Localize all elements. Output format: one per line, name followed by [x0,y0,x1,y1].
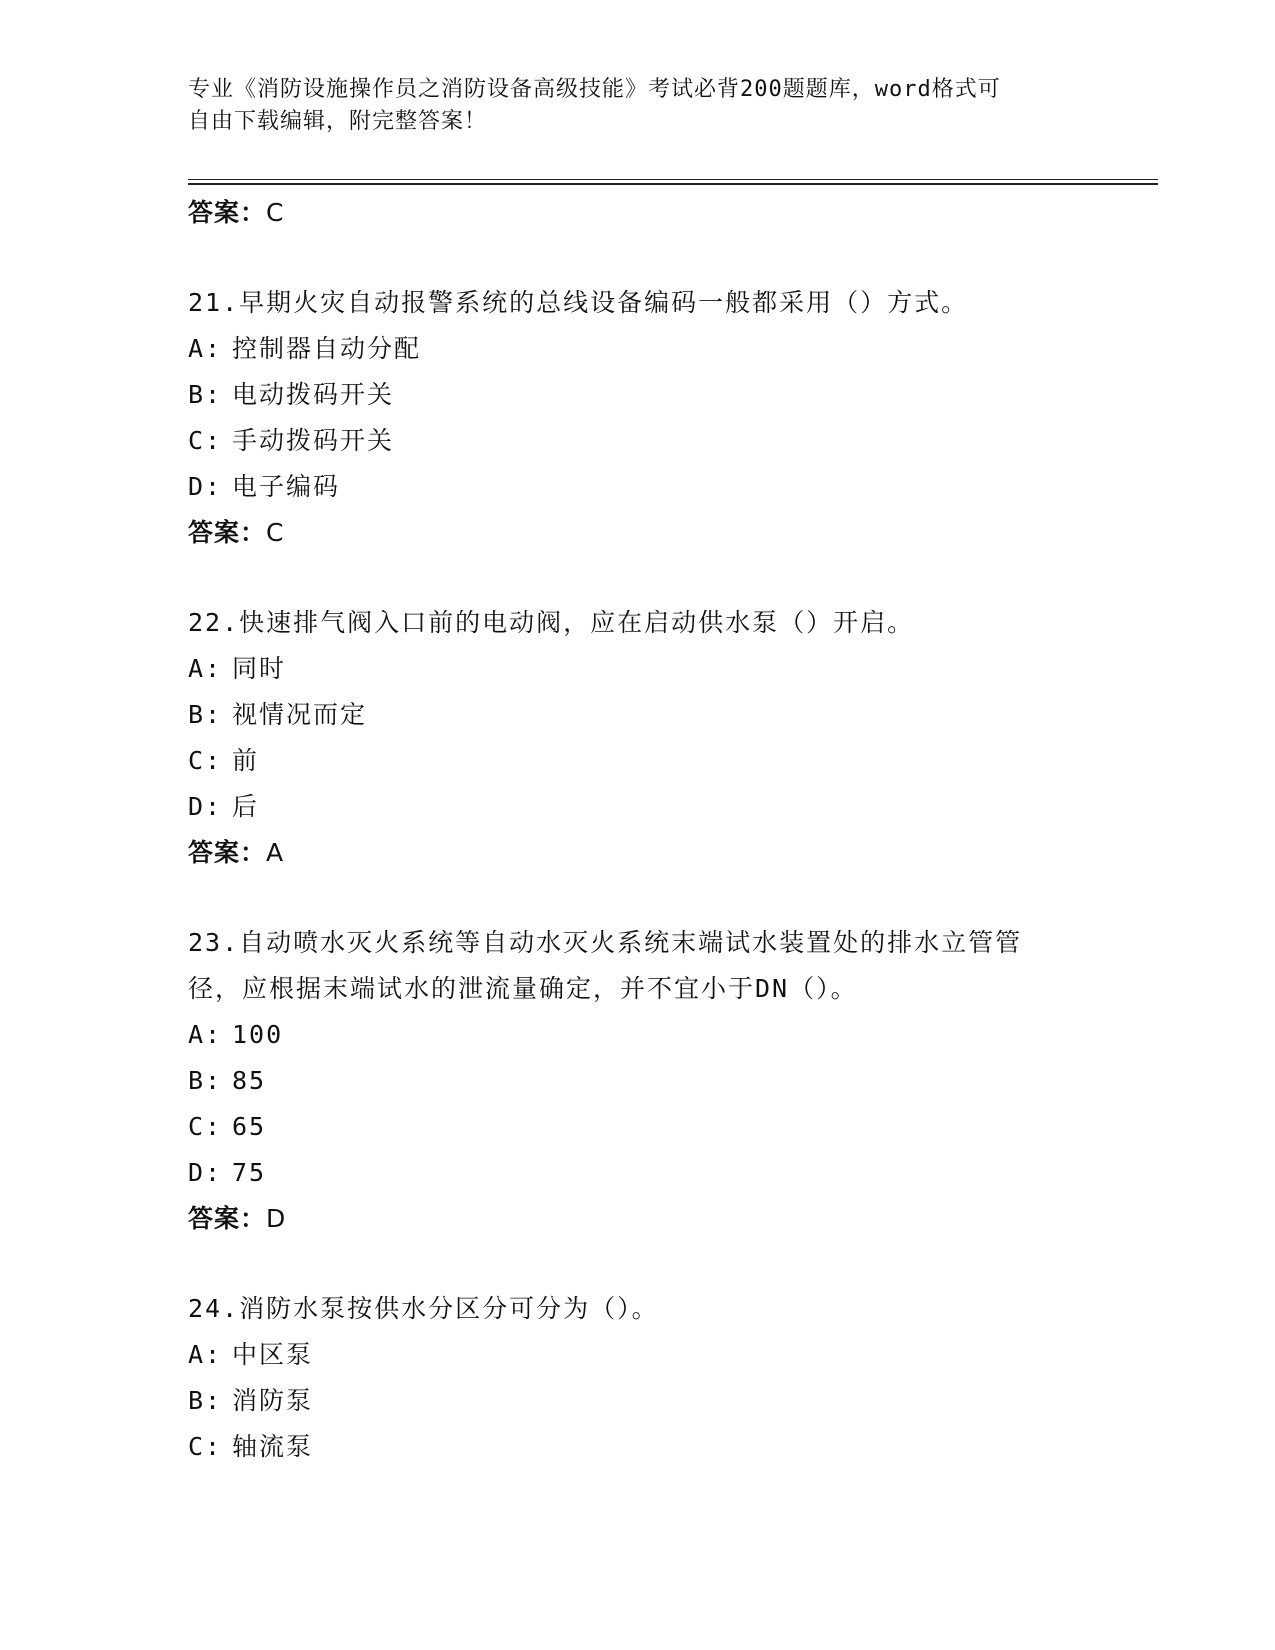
option-d [188,1150,1148,1196]
option-letter: A: [188,1340,223,1369]
answer-line [188,190,1148,236]
option-letter: C: [188,1432,223,1461]
option-b [188,372,1148,418]
option-letter: B: [188,1066,223,1095]
header-line-2: 自由下载编辑，附完整答案！ [188,109,488,134]
answer-line [188,830,1148,876]
answer-value: A [266,838,285,867]
option-text: 75 [232,1158,267,1187]
option-b [188,1058,1148,1104]
option-letter: D: [188,792,223,821]
option-c [188,1424,1148,1470]
option-letter: A: [188,334,223,363]
question-list [188,190,1148,1470]
option-letter: D: [188,1158,223,1187]
option-letter: B: [188,700,223,729]
option-a [188,326,1148,372]
option-letter: C: [188,746,223,775]
option-a [188,1012,1148,1058]
option-text: 消防泵 [232,1386,314,1415]
option-a [188,1332,1148,1378]
option-text: 同时 [232,654,287,683]
option-text: 电子编码 [232,472,341,501]
question-21 [188,280,1148,556]
answer-label: 答案： [188,1204,267,1233]
option-b [188,692,1148,738]
option-letter: B: [188,1386,223,1415]
option-letter: B: [188,380,223,409]
option-d [188,784,1148,830]
answer-label: 答案： [188,198,267,227]
option-c [188,738,1148,784]
option-text: 85 [232,1066,267,1095]
option-a [188,646,1148,692]
answer-value: C [266,198,285,227]
option-letter: D: [188,472,223,501]
option-text: 轴流泵 [232,1432,314,1461]
option-text: 中区泵 [232,1340,314,1369]
option-c [188,1104,1148,1150]
option-c [188,418,1148,464]
question-stem-line-2: 径，应根据末端试水的泄流量确定，并不宜小于DN（）。 [188,974,858,1003]
question-22 [188,600,1148,876]
option-text: 视情况而定 [232,700,368,729]
option-text: 65 [232,1112,267,1141]
option-letter: A: [188,654,223,683]
option-text: 手动拨码开关 [232,426,395,455]
question-stem: 22.快速排气阀入口前的电动阀，应在启动供水泵（）开启。 [188,608,915,637]
option-b [188,1378,1148,1424]
option-letter: C: [188,1112,223,1141]
option-letter: C: [188,426,223,455]
option-text: 100 [232,1020,284,1049]
option-letter: A: [188,1020,223,1049]
answer-value: C [266,518,285,547]
answer-label: 答案： [188,838,267,867]
answer-value: D [266,1204,287,1233]
header-line-1: 专业《消防设施操作员之消防设备高级技能》考试必背200题题库，word格式可 [188,77,1001,102]
option-text: 后 [232,792,260,821]
answer-line [188,1196,1148,1242]
document-header [188,74,1088,138]
question-24 [188,1286,1148,1470]
option-text: 前 [232,746,260,775]
question-stem: 24.消防水泵按供水分区分可分为（）。 [188,1294,659,1323]
option-text: 控制器自动分配 [232,334,422,363]
option-d [188,464,1148,510]
answer-line [188,510,1148,556]
question-stem: 21.早期火灾自动报警系统的总线设备编码一般都采用（）方式。 [188,288,969,317]
question-23 [188,920,1148,1242]
answer-label: 答案： [188,518,267,547]
header-divider-thin [188,179,1158,180]
option-text: 电动拨码开关 [232,380,395,409]
question-stem-line-1: 23.自动喷水灭火系统等自动水灭火系统末端试水装置处的排水立管管 [188,928,1023,957]
header-divider-thick [188,183,1158,185]
